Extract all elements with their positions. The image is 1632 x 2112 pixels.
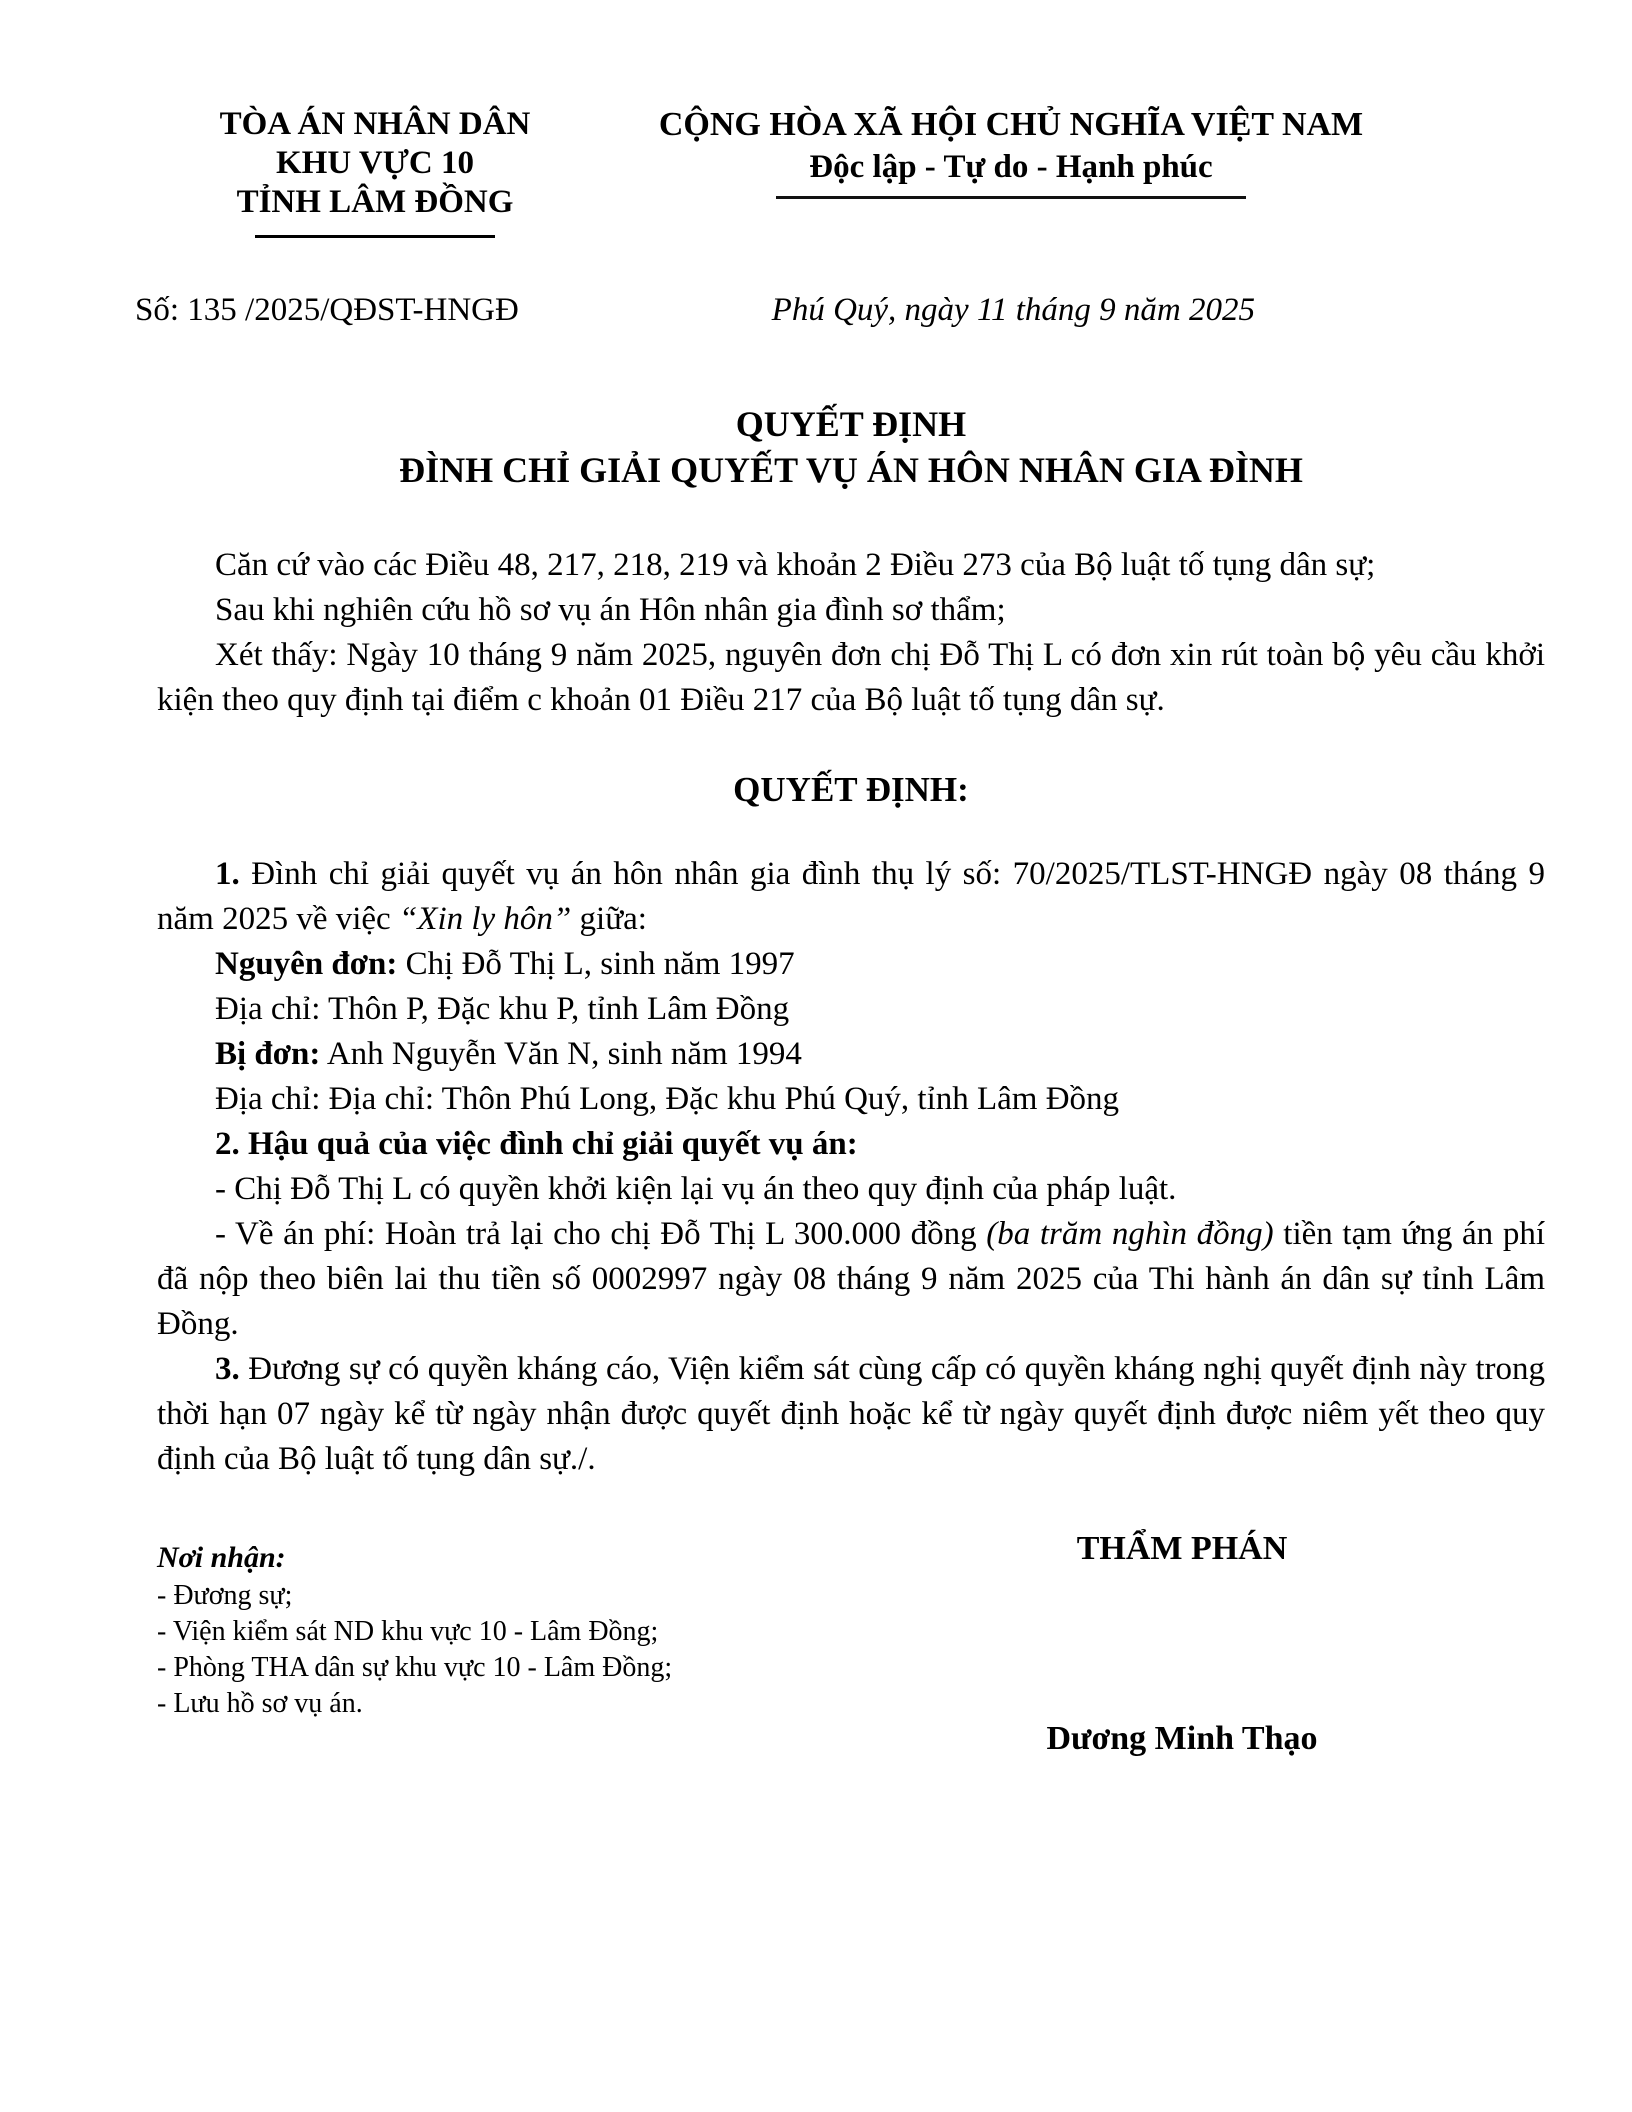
recipient-item: - Lưu hồ sơ vụ án. (157, 1688, 363, 1719)
document-header (0, 0, 1632, 238)
decision-item-2-heading: 2. Hậu quả của việc đình chỉ giải quyết vụ án: (215, 1126, 858, 1162)
plaintiff-address: Địa chỉ: Thôn P, Đặc khu P, tỉnh Lâm Đồng (215, 991, 790, 1027)
decision-item-1-text-b: giữa: (571, 901, 647, 937)
plaintiff-name: Chị Đỗ Thị L, sinh năm 1997 (397, 946, 795, 982)
decision-item-2-point-1: - Chị Đỗ Thị L có quyền khởi kiện lại vụ án theo quy định của pháp luật. (215, 1171, 1177, 1207)
national-motto-line1: CỘNG HÒA XÃ HỘI CHỦ NGHĨA VIỆT NAM (658, 106, 1364, 143)
decision-item-3-text: Đương sự có quyền kháng cáo, Viện kiểm sát cùng cấp có quyền kháng nghị quyết định này trong thời hạn 07 ngày kể từ ngày nhận được quyết định hoặc kể từ ngày quyết định được niêm yết theo quy định của Bộ luật tố tụng dân sự./. (157, 1351, 1545, 1477)
recipient-item: - Đương sự; (157, 1580, 293, 1611)
plaintiff-line (157, 942, 1545, 987)
decision-item-3-number: 3. (215, 1351, 240, 1387)
court-name-line3: TỈNH LÂM ĐỒNG (236, 184, 514, 220)
judge-name: Dương Minh Thạo (1046, 1720, 1318, 1757)
fee-text-a: - Về án phí: Hoàn trả lại cho chị Đỗ Thị L 300.000 đồng (215, 1216, 987, 1252)
doc-meta-row (135, 292, 1545, 329)
document-number: Số: 135 /2025/QĐST-HNGĐ (135, 292, 519, 328)
court-header-block (135, 105, 615, 238)
defendant-label: Bị đơn: (215, 1036, 321, 1072)
decision-item-3 (157, 1347, 1545, 1482)
national-motto-line2: Độc lập - Tự do - Hạnh phúc (809, 149, 1213, 185)
court-name-line1: TÒA ÁN NHÂN DÂN (219, 106, 531, 142)
preamble-paragraph-1: Căn cứ vào các Điều 48, 217, 218, 219 và khoản 2 Điều 273 của Bộ luật tố tụng dân sự; (215, 547, 1376, 583)
document-footer (157, 1530, 1545, 1757)
document-subtitle: ĐÌNH CHỈ GIẢI QUYẾT VỤ ÁN HÔN NHÂN GIA ĐÌNH (399, 450, 1303, 490)
decision-item-2-point-2 (157, 1212, 1545, 1347)
document-body (157, 543, 1545, 1482)
court-name-line2: KHU VỰC 10 (276, 145, 474, 181)
defendant-name: Anh Nguyễn Văn N, sinh năm 1994 (320, 1036, 802, 1072)
preamble-paragraph-3: Xét thấy: Ngày 10 tháng 9 năm 2025, nguyên đơn chị Đỗ Thị L có đơn xin rút toàn bộ yêu cầu khởi kiện theo quy định tại điểm c khoản 01 Điều 217 của Bộ luật tố tụng dân sự. (157, 637, 1545, 718)
recipient-item: - Phòng THA dân sự khu vực 10 - Lâm Đồng; (157, 1652, 673, 1683)
document-title: QUYẾT ĐỊNH (735, 404, 967, 444)
plaintiff-label: Nguyên đơn: (215, 946, 398, 982)
defendant-line (157, 1032, 1545, 1077)
decision-heading: QUYẾT ĐỊNH: (733, 770, 969, 809)
fee-text-b: tiền tạm ứng án phí đã nộp theo biên lai thu tiền số 0002997 ngày 08 tháng 9 năm 2025 của Thi hành án dân sự tỉnh Lâm Đồng. (157, 1216, 1545, 1342)
decision-item-1-text-a: Đình chỉ giải quyết vụ án hôn nhân gia đình thụ lý số: 70/2025/TLST-HNGĐ ngày 08 tháng 9 năm 2025 về việc (157, 856, 1545, 937)
defendant-address: Địa chỉ: Địa chỉ: Thôn Phú Long, Đặc khu Phú Quý, tỉnh Lâm Đồng (215, 1081, 1120, 1117)
fee-amount-in-words: (ba trăm nghìn đồng) (986, 1216, 1274, 1252)
case-name: “Xin ly hôn” (398, 901, 572, 937)
preamble-paragraph-2: Sau khi nghiên cứu hồ sơ vụ án Hôn nhân gia đình sơ thẩm; (215, 592, 1006, 628)
recipient-item: - Viện kiểm sát ND khu vực 10 - Lâm Đồng; (157, 1616, 659, 1647)
signature-block (947, 1530, 1417, 1758)
place-and-date: Phú Quý, ngày 11 tháng 9 năm 2025 (771, 292, 1255, 328)
recipients-label: Nơi nhận: (157, 1541, 286, 1574)
document-title-block (157, 401, 1545, 493)
decision-item-1 (157, 852, 1545, 942)
court-header-rule (255, 235, 495, 238)
decision-item-1-number: 1. (215, 856, 240, 892)
judge-title: THẨM PHÁN (1076, 1530, 1288, 1567)
national-header-block (615, 105, 1407, 238)
national-header-rule (776, 196, 1246, 199)
